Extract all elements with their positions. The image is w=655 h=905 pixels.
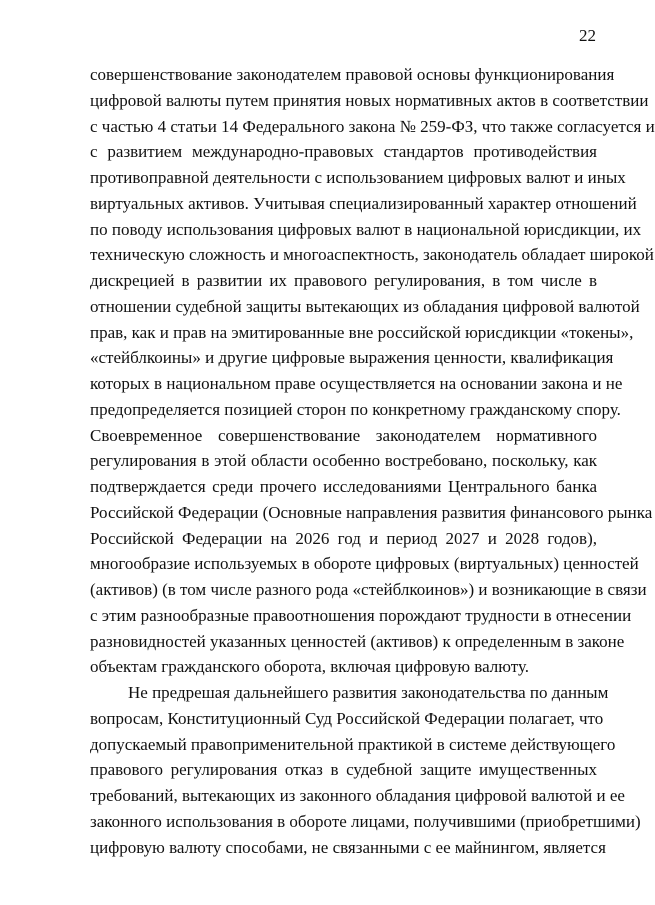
text-line: техническую сложность и многоаспектность, законодатель обладает широкой — [90, 245, 654, 265]
text-line: Российской Федерации на 2026 год и период 2027 и 2028 годов), — [90, 528, 597, 548]
text-line: цифровую валюту способами, не связанными с ее майнингом, является — [90, 837, 606, 857]
text-line: допускаемый правоприменительной практикой в системе действующего — [90, 734, 616, 754]
text-line: (активов) (в том числе разного рода «стейблкоинов») и возникающие в связи — [90, 580, 647, 599]
page-number: 22 — [579, 26, 596, 45]
text-line: отношении судебной защиты вытекающих из обладания цифровой валютой — [90, 296, 640, 316]
text-line: по поводу использования цифровых валют в национальной юрисдикции, их — [90, 219, 642, 239]
text-line: вопросам, Конституционный Суд Российской Федерации полагает, что — [90, 708, 604, 728]
text-line: правового регулирования отказ в судебной защите имущественных — [90, 760, 597, 780]
text-line: Российской Федерации (Основные направления развития финансового рынка — [90, 502, 653, 522]
text-line: совершенствование законодателем правовой основы функционирования — [90, 65, 615, 84]
text-line: объектам гражданского оборота, включая цифровую валюту. — [90, 657, 529, 677]
text-line: цифровой валюты путем принятия новых нормативных актов в соответствии — [90, 90, 649, 110]
text-line: с развитием международно-правовых стандартов противодействия — [90, 142, 597, 162]
text-line: регулирования в этой области особенно востребовано, поскольку, как — [90, 451, 597, 471]
text-line: с этим разнообразные правоотношения порождают трудности в отнесении — [90, 605, 632, 625]
text-line: многообразие используемых в обороте цифровых (виртуальных) ценностей — [90, 554, 639, 574]
text-line: Не предрешая дальнейшего развития законодательства по данным — [128, 683, 609, 702]
body-text — [90, 62, 655, 860]
text-line: виртуальных активов. Учитывая специализированный характер отношений — [90, 193, 637, 213]
text-line: «стейблкоины» и другие цифровые выражения ценности, квалификация — [90, 348, 614, 368]
paragraph-2 — [90, 680, 641, 860]
text-line: дискрецией в развитии их правового регулирования, в том числе в — [90, 271, 597, 290]
text-line: разновидностей указанных ценностей (активов) к определенным в законе — [90, 631, 625, 651]
text-line: Своевременное совершенствование законодателем нормативного — [90, 425, 597, 445]
text-line: противоправной деятельности с использованием цифровых валют и иных — [90, 168, 626, 187]
text-line: подтверждается среди прочего исследованиями Центрального банка — [90, 477, 597, 496]
text-line: с частью 4 статьи 14 Федерального закона № 259-ФЗ, что также согласуется и — [90, 116, 655, 136]
text-line: законного использования в обороте лицами, получившими (приобретшими) — [90, 811, 641, 831]
text-line: которых в национальном праве осуществляется на основании закона и не — [90, 374, 623, 393]
paragraph-1 — [90, 62, 655, 680]
text-line: предопределяется позицией сторон по конкретному гражданскому спору. — [90, 399, 621, 419]
text-line: прав, как и прав на эмитированные вне российской юрисдикции «токены», — [90, 322, 634, 342]
text-line: требований, вытекающих из законного обладания цифровой валютой и ее — [90, 786, 625, 805]
